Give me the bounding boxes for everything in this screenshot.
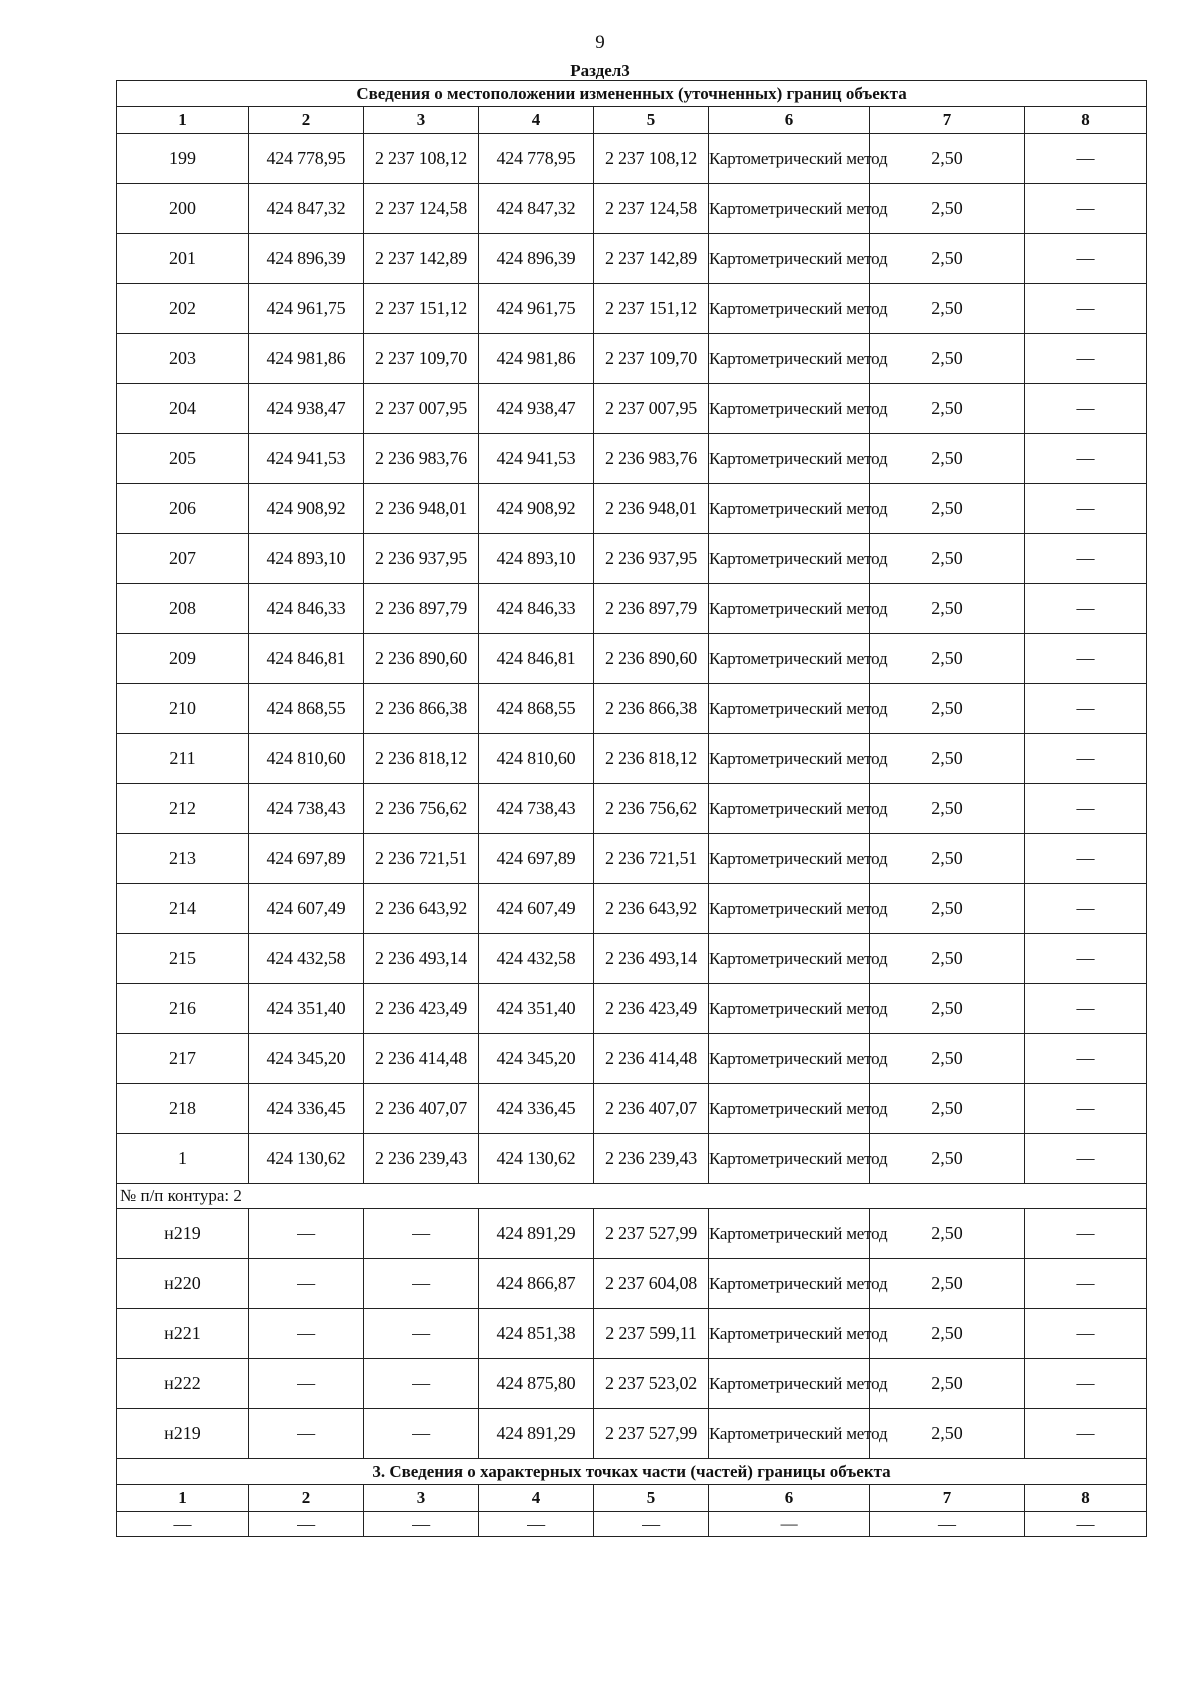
column-header: 1 bbox=[117, 1485, 249, 1512]
description-cell: — bbox=[1025, 1309, 1147, 1359]
existing-x-cell: 424 697,89 bbox=[249, 834, 364, 884]
table-row bbox=[117, 184, 1147, 234]
table-row bbox=[117, 684, 1147, 734]
column-header-row bbox=[117, 107, 1147, 134]
column-header: 6 bbox=[709, 1485, 870, 1512]
existing-x-cell: 424 846,33 bbox=[249, 584, 364, 634]
table-row bbox=[117, 884, 1147, 934]
method-cell: Картометрический метод bbox=[709, 234, 870, 284]
accuracy-cell: 2,50 bbox=[870, 1209, 1025, 1259]
new-x-cell: 424 961,75 bbox=[479, 284, 594, 334]
existing-y-cell: 2 236 897,79 bbox=[364, 584, 479, 634]
method-cell: — bbox=[709, 1512, 870, 1537]
accuracy-cell: 2,50 bbox=[870, 434, 1025, 484]
contour-table-row bbox=[117, 1259, 1147, 1309]
point-number-cell: 209 bbox=[117, 634, 249, 684]
accuracy-cell: 2,50 bbox=[870, 234, 1025, 284]
method-cell: Картометрический метод bbox=[709, 184, 870, 234]
existing-y-cell: 2 236 493,14 bbox=[364, 934, 479, 984]
existing-y-cell: 2 236 866,38 bbox=[364, 684, 479, 734]
point-number-cell: 204 bbox=[117, 384, 249, 434]
accuracy-cell: 2,50 bbox=[870, 1309, 1025, 1359]
new-y-cell: 2 236 407,07 bbox=[594, 1084, 709, 1134]
existing-y-cell: — bbox=[364, 1409, 479, 1459]
point-number-cell: н222 bbox=[117, 1359, 249, 1409]
existing-x-cell: 424 432,58 bbox=[249, 934, 364, 984]
accuracy-cell: 2,50 bbox=[870, 484, 1025, 534]
new-y-cell: 2 236 756,62 bbox=[594, 784, 709, 834]
method-cell: Картометрический метод bbox=[709, 734, 870, 784]
existing-x-cell: 424 738,43 bbox=[249, 784, 364, 834]
point-number-cell: 212 bbox=[117, 784, 249, 834]
new-y-cell: 2 236 948,01 bbox=[594, 484, 709, 534]
description-cell: — bbox=[1025, 1409, 1147, 1459]
table-row bbox=[117, 1134, 1147, 1184]
existing-x-cell: 424 336,45 bbox=[249, 1084, 364, 1134]
table-row bbox=[117, 484, 1147, 534]
existing-x-cell: 424 351,40 bbox=[249, 984, 364, 1034]
existing-x-cell: — bbox=[249, 1209, 364, 1259]
table-row bbox=[117, 834, 1147, 884]
existing-x-cell: 424 938,47 bbox=[249, 384, 364, 434]
description-cell: — bbox=[1025, 684, 1147, 734]
point-number-cell: н219 bbox=[117, 1409, 249, 1459]
existing-x-cell: — bbox=[249, 1359, 364, 1409]
new-x-cell: 424 847,32 bbox=[479, 184, 594, 234]
method-cell: Картометрический метод bbox=[709, 1309, 870, 1359]
description-cell: — bbox=[1025, 1034, 1147, 1084]
part-table-row bbox=[117, 1512, 1147, 1537]
column-header: 6 bbox=[709, 107, 870, 134]
new-x-cell: 424 846,33 bbox=[479, 584, 594, 634]
new-x-cell: 424 938,47 bbox=[479, 384, 594, 434]
column-header: 7 bbox=[870, 1485, 1025, 1512]
method-cell: Картометрический метод bbox=[709, 584, 870, 634]
accuracy-cell: 2,50 bbox=[870, 684, 1025, 734]
method-cell: Картометрический метод bbox=[709, 884, 870, 934]
existing-x-cell: — bbox=[249, 1409, 364, 1459]
method-cell: Картометрический метод bbox=[709, 434, 870, 484]
description-cell: — bbox=[1025, 834, 1147, 884]
accuracy-cell: 2,50 bbox=[870, 634, 1025, 684]
existing-x-cell: 424 607,49 bbox=[249, 884, 364, 934]
description-cell: — bbox=[1025, 1084, 1147, 1134]
method-cell: Картометрический метод bbox=[709, 834, 870, 884]
existing-y-cell: 2 236 948,01 bbox=[364, 484, 479, 534]
table-row bbox=[117, 934, 1147, 984]
point-number-cell: 205 bbox=[117, 434, 249, 484]
point-number-cell: 1 bbox=[117, 1134, 249, 1184]
table-row bbox=[117, 434, 1147, 484]
method-cell: Картометрический метод bbox=[709, 284, 870, 334]
new-x-cell: 424 908,92 bbox=[479, 484, 594, 534]
new-y-cell: 2 237 142,89 bbox=[594, 234, 709, 284]
existing-x-cell: 424 941,53 bbox=[249, 434, 364, 484]
point-number-cell: 199 bbox=[117, 134, 249, 184]
point-number-cell: н221 bbox=[117, 1309, 249, 1359]
table-row bbox=[117, 384, 1147, 434]
new-y-cell: 2 237 109,70 bbox=[594, 334, 709, 384]
accuracy-cell: 2,50 bbox=[870, 134, 1025, 184]
method-cell: Картометрический метод bbox=[709, 1259, 870, 1309]
new-y-cell: 2 236 423,49 bbox=[594, 984, 709, 1034]
accuracy-cell: 2,50 bbox=[870, 934, 1025, 984]
existing-x-cell: 424 846,81 bbox=[249, 634, 364, 684]
new-x-cell: 424 738,43 bbox=[479, 784, 594, 834]
existing-y-cell: 2 237 151,12 bbox=[364, 284, 479, 334]
table-row bbox=[117, 1084, 1147, 1134]
point-number-cell: 200 bbox=[117, 184, 249, 234]
point-number-cell: — bbox=[117, 1512, 249, 1537]
new-y-cell: 2 236 937,95 bbox=[594, 534, 709, 584]
contour-table-row bbox=[117, 1309, 1147, 1359]
point-number-cell: 203 bbox=[117, 334, 249, 384]
point-number-cell: 215 bbox=[117, 934, 249, 984]
column-header: 8 bbox=[1025, 107, 1147, 134]
column-header: 7 bbox=[870, 107, 1025, 134]
table-row bbox=[117, 284, 1147, 334]
column-header: 8 bbox=[1025, 1485, 1147, 1512]
new-y-cell: 2 236 414,48 bbox=[594, 1034, 709, 1084]
existing-y-cell: 2 236 983,76 bbox=[364, 434, 479, 484]
new-y-cell: 2 237 124,58 bbox=[594, 184, 709, 234]
table-row bbox=[117, 234, 1147, 284]
column-header: 3 bbox=[364, 1485, 479, 1512]
new-x-cell: 424 941,53 bbox=[479, 434, 594, 484]
accuracy-cell: 2,50 bbox=[870, 1359, 1025, 1409]
table-row bbox=[117, 134, 1147, 184]
description-cell: — bbox=[1025, 384, 1147, 434]
method-cell: Картометрический метод bbox=[709, 1409, 870, 1459]
method-cell: Картометрический метод bbox=[709, 1209, 870, 1259]
accuracy-cell: 2,50 bbox=[870, 334, 1025, 384]
description-cell: — bbox=[1025, 584, 1147, 634]
method-cell: Картометрический метод bbox=[709, 484, 870, 534]
existing-y-cell: 2 236 937,95 bbox=[364, 534, 479, 584]
method-cell: Картометрический метод bbox=[709, 984, 870, 1034]
new-x-cell: 424 896,39 bbox=[479, 234, 594, 284]
existing-y-cell: — bbox=[364, 1309, 479, 1359]
contour-label: № п/п контура: 2 bbox=[117, 1184, 1147, 1209]
description-cell: — bbox=[1025, 534, 1147, 584]
new-x-cell: 424 875,80 bbox=[479, 1359, 594, 1409]
accuracy-cell: 2,50 bbox=[870, 884, 1025, 934]
contour-table-row bbox=[117, 1209, 1147, 1259]
new-y-cell: 2 236 493,14 bbox=[594, 934, 709, 984]
existing-y-cell: — bbox=[364, 1359, 479, 1409]
accuracy-cell: 2,50 bbox=[870, 1134, 1025, 1184]
existing-y-cell: 2 237 142,89 bbox=[364, 234, 479, 284]
existing-x-cell: 424 847,32 bbox=[249, 184, 364, 234]
existing-y-cell: 2 236 239,43 bbox=[364, 1134, 479, 1184]
new-x-cell: 424 981,86 bbox=[479, 334, 594, 384]
existing-x-cell: 424 778,95 bbox=[249, 134, 364, 184]
column-header: 3 bbox=[364, 107, 479, 134]
accuracy-cell: — bbox=[870, 1512, 1025, 1537]
method-cell: Картометрический метод bbox=[709, 1034, 870, 1084]
new-x-cell: 424 846,81 bbox=[479, 634, 594, 684]
existing-x-cell: — bbox=[249, 1259, 364, 1309]
table-title-row bbox=[117, 81, 1147, 107]
method-cell: Картометрический метод bbox=[709, 334, 870, 384]
existing-x-cell: 424 130,62 bbox=[249, 1134, 364, 1184]
new-y-cell: 2 237 108,12 bbox=[594, 134, 709, 184]
method-cell: Картометрический метод bbox=[709, 934, 870, 984]
description-cell: — bbox=[1025, 334, 1147, 384]
existing-y-cell: 2 236 818,12 bbox=[364, 734, 479, 784]
table-row bbox=[117, 734, 1147, 784]
column-header: 2 bbox=[249, 1485, 364, 1512]
existing-y-cell: — bbox=[364, 1209, 479, 1259]
point-number-cell: н220 bbox=[117, 1259, 249, 1309]
new-x-cell: 424 868,55 bbox=[479, 684, 594, 734]
page-number: 9 bbox=[595, 32, 605, 53]
existing-y-cell: 2 236 407,07 bbox=[364, 1084, 479, 1134]
table-row bbox=[117, 1034, 1147, 1084]
contour-table-row bbox=[117, 1359, 1147, 1409]
description-cell: — bbox=[1025, 784, 1147, 834]
existing-x-cell: 424 810,60 bbox=[249, 734, 364, 784]
description-cell: — bbox=[1025, 184, 1147, 234]
new-x-cell: 424 866,87 bbox=[479, 1259, 594, 1309]
point-number-cell: 208 bbox=[117, 584, 249, 634]
table-body bbox=[117, 81, 1147, 1537]
accuracy-cell: 2,50 bbox=[870, 284, 1025, 334]
new-y-cell: 2 236 818,12 bbox=[594, 734, 709, 784]
existing-y-cell: — bbox=[364, 1259, 479, 1309]
table-row bbox=[117, 534, 1147, 584]
existing-x-cell: 424 345,20 bbox=[249, 1034, 364, 1084]
existing-x-cell: — bbox=[249, 1512, 364, 1537]
new-x-cell: 424 778,95 bbox=[479, 134, 594, 184]
point-number-cell: 201 bbox=[117, 234, 249, 284]
column-header: 1 bbox=[117, 107, 249, 134]
description-cell: — bbox=[1025, 1359, 1147, 1409]
existing-x-cell: 424 981,86 bbox=[249, 334, 364, 384]
new-y-cell: 2 237 527,99 bbox=[594, 1409, 709, 1459]
point-number-cell: 210 bbox=[117, 684, 249, 734]
part-section-title-row bbox=[117, 1459, 1147, 1485]
description-cell: — bbox=[1025, 234, 1147, 284]
method-cell: Картометрический метод bbox=[709, 684, 870, 734]
description-cell: — bbox=[1025, 1134, 1147, 1184]
new-x-cell: 424 891,29 bbox=[479, 1409, 594, 1459]
column-header: 4 bbox=[479, 107, 594, 134]
new-x-cell: 424 432,58 bbox=[479, 934, 594, 984]
new-x-cell: — bbox=[479, 1512, 594, 1537]
new-x-cell: 424 810,60 bbox=[479, 734, 594, 784]
table-row bbox=[117, 984, 1147, 1034]
accuracy-cell: 2,50 bbox=[870, 784, 1025, 834]
existing-y-cell: 2 236 756,62 bbox=[364, 784, 479, 834]
point-number-cell: 207 bbox=[117, 534, 249, 584]
column-header: 5 bbox=[594, 1485, 709, 1512]
new-y-cell: 2 237 151,12 bbox=[594, 284, 709, 334]
description-cell: — bbox=[1025, 934, 1147, 984]
point-number-cell: 206 bbox=[117, 484, 249, 534]
new-y-cell: 2 236 866,38 bbox=[594, 684, 709, 734]
point-number-cell: н219 bbox=[117, 1209, 249, 1259]
new-y-cell: 2 236 721,51 bbox=[594, 834, 709, 884]
point-number-cell: 202 bbox=[117, 284, 249, 334]
accuracy-cell: 2,50 bbox=[870, 1034, 1025, 1084]
new-x-cell: 424 351,40 bbox=[479, 984, 594, 1034]
accuracy-cell: 2,50 bbox=[870, 834, 1025, 884]
method-cell: Картометрический метод bbox=[709, 384, 870, 434]
accuracy-cell: 2,50 bbox=[870, 984, 1025, 1034]
description-cell: — bbox=[1025, 1209, 1147, 1259]
new-y-cell: 2 237 527,99 bbox=[594, 1209, 709, 1259]
contour-table-row bbox=[117, 1409, 1147, 1459]
description-cell: — bbox=[1025, 284, 1147, 334]
existing-y-cell: 2 236 423,49 bbox=[364, 984, 479, 1034]
existing-y-cell: 2 236 721,51 bbox=[364, 834, 479, 884]
boundary-table bbox=[116, 80, 1147, 1537]
method-cell: Картометрический метод bbox=[709, 134, 870, 184]
new-y-cell: 2 236 643,92 bbox=[594, 884, 709, 934]
new-y-cell: — bbox=[594, 1512, 709, 1537]
description-cell: — bbox=[1025, 1512, 1147, 1537]
new-y-cell: 2 236 897,79 bbox=[594, 584, 709, 634]
method-cell: Картометрический метод bbox=[709, 1084, 870, 1134]
point-number-cell: 213 bbox=[117, 834, 249, 884]
point-number-cell: 218 bbox=[117, 1084, 249, 1134]
method-cell: Картометрический метод bbox=[709, 534, 870, 584]
accuracy-cell: 2,50 bbox=[870, 1259, 1025, 1309]
new-x-cell: 424 891,29 bbox=[479, 1209, 594, 1259]
new-x-cell: 424 697,89 bbox=[479, 834, 594, 884]
description-cell: — bbox=[1025, 434, 1147, 484]
new-y-cell: 2 237 599,11 bbox=[594, 1309, 709, 1359]
contour-label-row bbox=[117, 1184, 1147, 1209]
point-number-cell: 211 bbox=[117, 734, 249, 784]
existing-x-cell: 424 868,55 bbox=[249, 684, 364, 734]
method-cell: Картометрический метод bbox=[709, 784, 870, 834]
description-cell: — bbox=[1025, 734, 1147, 784]
new-x-cell: 424 336,45 bbox=[479, 1084, 594, 1134]
table-row bbox=[117, 784, 1147, 834]
table-row bbox=[117, 634, 1147, 684]
new-x-cell: 424 851,38 bbox=[479, 1309, 594, 1359]
point-number-cell: 216 bbox=[117, 984, 249, 1034]
new-y-cell: 2 237 523,02 bbox=[594, 1359, 709, 1409]
accuracy-cell: 2,50 bbox=[870, 734, 1025, 784]
existing-y-cell: 2 236 414,48 bbox=[364, 1034, 479, 1084]
existing-y-cell: 2 237 124,58 bbox=[364, 184, 479, 234]
description-cell: — bbox=[1025, 984, 1147, 1034]
existing-y-cell: 2 237 007,95 bbox=[364, 384, 479, 434]
existing-y-cell: 2 236 890,60 bbox=[364, 634, 479, 684]
existing-x-cell: 424 908,92 bbox=[249, 484, 364, 534]
point-number-cell: 214 bbox=[117, 884, 249, 934]
table-row bbox=[117, 334, 1147, 384]
description-cell: — bbox=[1025, 484, 1147, 534]
new-x-cell: 424 607,49 bbox=[479, 884, 594, 934]
method-cell: Картометрический метод bbox=[709, 1359, 870, 1409]
existing-x-cell: 424 896,39 bbox=[249, 234, 364, 284]
new-x-cell: 424 345,20 bbox=[479, 1034, 594, 1084]
part-column-header-row bbox=[117, 1485, 1147, 1512]
new-y-cell: 2 236 239,43 bbox=[594, 1134, 709, 1184]
description-cell: — bbox=[1025, 1259, 1147, 1309]
table-row bbox=[117, 584, 1147, 634]
new-x-cell: 424 893,10 bbox=[479, 534, 594, 584]
description-cell: — bbox=[1025, 134, 1147, 184]
column-header: 4 bbox=[479, 1485, 594, 1512]
new-x-cell: 424 130,62 bbox=[479, 1134, 594, 1184]
description-cell: — bbox=[1025, 884, 1147, 934]
accuracy-cell: 2,50 bbox=[870, 384, 1025, 434]
accuracy-cell: 2,50 bbox=[870, 1409, 1025, 1459]
new-y-cell: 2 237 604,08 bbox=[594, 1259, 709, 1309]
method-cell: Картометрический метод bbox=[709, 634, 870, 684]
existing-x-cell: 424 961,75 bbox=[249, 284, 364, 334]
existing-x-cell: — bbox=[249, 1309, 364, 1359]
point-number-cell: 217 bbox=[117, 1034, 249, 1084]
existing-x-cell: 424 893,10 bbox=[249, 534, 364, 584]
new-y-cell: 2 236 890,60 bbox=[594, 634, 709, 684]
accuracy-cell: 2,50 bbox=[870, 584, 1025, 634]
existing-y-cell: 2 236 643,92 bbox=[364, 884, 479, 934]
table-title: Сведения о местоположении измененных (уточненных) границ объекта bbox=[117, 81, 1147, 107]
section-title: Раздел3 bbox=[570, 61, 630, 80]
existing-y-cell: 2 237 109,70 bbox=[364, 334, 479, 384]
new-y-cell: 2 237 007,95 bbox=[594, 384, 709, 434]
column-header: 2 bbox=[249, 107, 364, 134]
accuracy-cell: 2,50 bbox=[870, 1084, 1025, 1134]
accuracy-cell: 2,50 bbox=[870, 534, 1025, 584]
existing-y-cell: — bbox=[364, 1512, 479, 1537]
method-cell: Картометрический метод bbox=[709, 1134, 870, 1184]
new-y-cell: 2 236 983,76 bbox=[594, 434, 709, 484]
column-header: 5 bbox=[594, 107, 709, 134]
accuracy-cell: 2,50 bbox=[870, 184, 1025, 234]
existing-y-cell: 2 237 108,12 bbox=[364, 134, 479, 184]
description-cell: — bbox=[1025, 634, 1147, 684]
part-section-title: 3. Сведения о характерных точках части (частей) границы объекта bbox=[117, 1459, 1147, 1485]
